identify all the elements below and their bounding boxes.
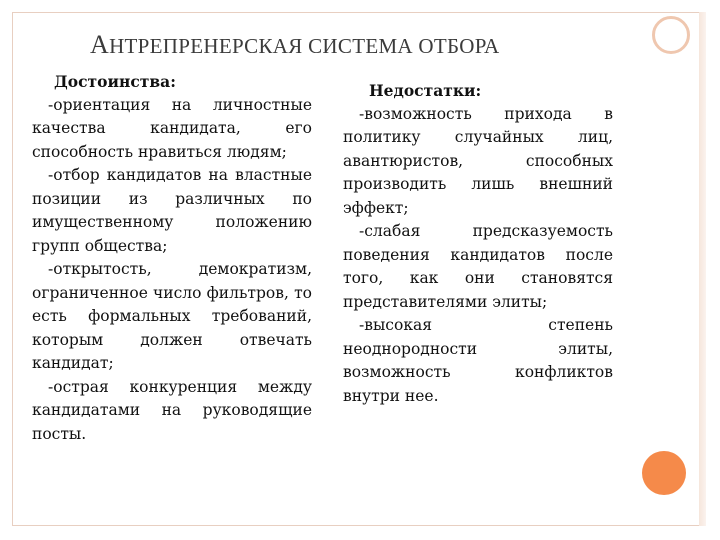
advantage-item: -открытость, демократизм, ограниченное число фильтров, то есть формальных требований, которым должен отвечать кандидат; [32,260,312,372]
title-initial: А [90,30,110,59]
disadvantage-item: -высокая степень неоднородности элиты, возможность конфликтов внутри нее. [343,316,613,405]
advantages-column [32,70,312,446]
decorative-circle-outline [652,16,690,54]
disadvantage-item: -возможность прихода в политику случайных лиц, авантюристов, способных производить лишь внешний эффект; [343,104,613,217]
title-rest: НТРЕПРЕНЕРСКАЯ СИСТЕМА ОТБОРА [109,34,500,58]
disadvantage-item: -слабая предсказуемость поведения кандидатов после того, как они становятся представителями элиты; [343,222,613,311]
disadvantages-column [343,79,613,408]
advantage-item: -ориентация на личностные качества кандидата, его способность нравиться людям; [32,95,312,161]
advantage-item: -острая конкуренция между кандидатами на руководящие посты. [32,377,312,443]
advantages-heading: Достоинства: [54,72,176,91]
disadvantages-heading: Недостатки: [369,81,482,100]
decorative-circle-filled [642,451,686,495]
frame-accent-bar [699,12,706,526]
advantage-item: -отбор кандидатов на властные позиции из различных по имущественному положению групп общества; [32,166,312,255]
slide-title [90,30,630,60]
